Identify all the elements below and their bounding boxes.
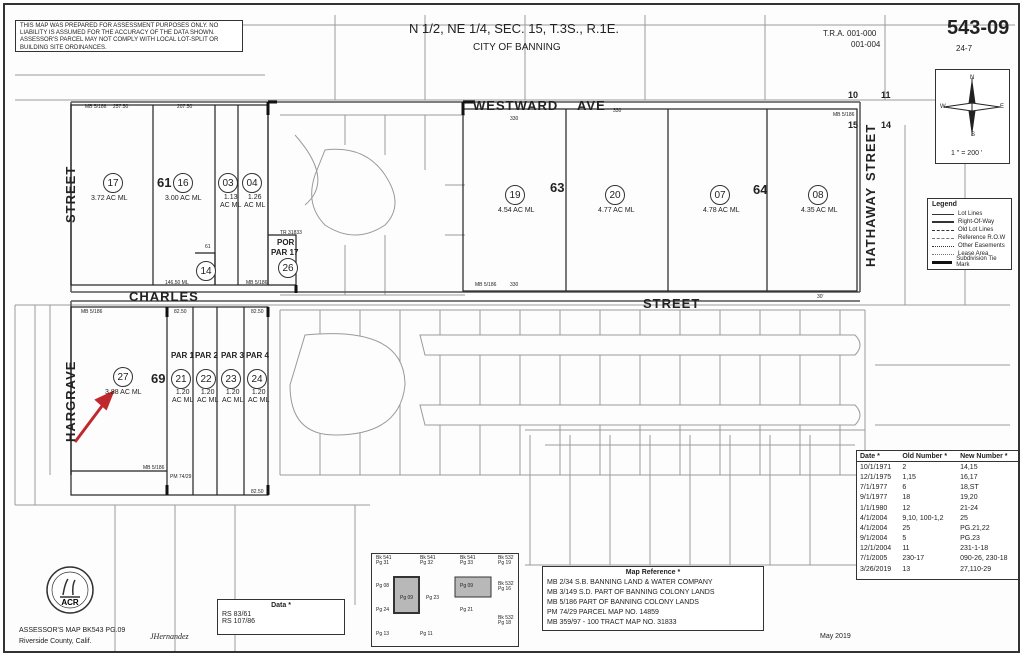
index-bk532-pg16: Bk 532 Pg 16: [498, 581, 514, 592]
dim-330-c: 330: [510, 282, 519, 288]
history-row: [857, 564, 1018, 574]
index-pg09-b: Pg 09: [460, 583, 474, 589]
ref-mb5186-f: MB 5/186: [143, 465, 165, 471]
par17-label: PAR 17: [271, 248, 299, 257]
dim-330-b: 330: [613, 108, 622, 114]
index-pg23: Pg 23: [426, 595, 440, 601]
history-cell: 16,17: [960, 473, 978, 481]
history-cell: 27,110-29: [960, 565, 992, 573]
section-corner-15: 15: [848, 120, 859, 130]
history-cell: 3/26/2019: [860, 565, 892, 573]
index-pg08: Pg 08: [376, 583, 390, 589]
dim-8250-a: 82.50: [174, 309, 187, 315]
history-cell: 4/1/2004: [860, 524, 888, 532]
data-box: [217, 599, 345, 635]
dim-207: 207.50: [177, 104, 193, 110]
legend-title: Legend: [932, 201, 957, 208]
index-bk532-pg19: Bk 532 Pg 19: [498, 555, 514, 566]
history-row: [857, 493, 1018, 503]
history-row: [857, 523, 1018, 533]
street-hathaway: HATHAWAY: [863, 186, 878, 267]
history-cell: 12/1/1975: [860, 473, 892, 481]
parcel-19-area: 4.54 AC ML: [498, 207, 535, 214]
dim-8250-b: 82.50: [251, 309, 264, 315]
data-box-title: Data *: [271, 602, 291, 609]
parcel-22-area: 1.20 AC ML: [197, 389, 219, 405]
street-charles-suffix: STREET: [643, 296, 701, 311]
seal-text: ACR: [61, 598, 79, 607]
parcel-07-area: 4.78 AC ML: [703, 207, 740, 214]
history-row: [857, 534, 1018, 544]
dim-61: 61: [205, 244, 211, 250]
history-cell: 1,15: [902, 473, 916, 481]
history-cell: PG.21,22: [960, 524, 990, 532]
par1-label: PAR 1: [171, 351, 194, 360]
parcel-26[interactable]: 26: [278, 258, 298, 278]
legend-other-easements: Other Easements: [932, 242, 1007, 250]
history-col-new: New Number *: [957, 451, 1018, 462]
parcel-07[interactable]: 07: [710, 185, 730, 205]
compass-n: N: [970, 75, 975, 81]
history-cell: 18,ST: [960, 484, 979, 492]
sub-reference: 24-7: [956, 44, 973, 53]
history-row: [857, 554, 1018, 564]
parcel-16[interactable]: 16: [173, 173, 193, 193]
history-row: [857, 462, 1018, 473]
tra-secondary: 001-004: [851, 40, 881, 49]
parcel-20-area: 4.77 AC ML: [598, 207, 635, 214]
north-arrow-box: [935, 69, 1010, 164]
legend-old-lot-lines: Old Lot Lines: [932, 226, 1007, 234]
history-cell: 9,10, 100-1,2: [902, 514, 944, 522]
dim-330-a: 330: [510, 116, 519, 122]
data-row-2: RS 107/86: [222, 618, 256, 625]
compass-w: W: [940, 104, 946, 110]
history-cell: 10/1/1971: [860, 463, 892, 471]
ref-mb5186-a: MB 5/186: [85, 104, 107, 110]
history-cell: 230-17: [902, 555, 925, 563]
parcel-03[interactable]: 03: [218, 173, 238, 193]
section-corner-11: 11: [881, 90, 891, 100]
parcel-03-area: 1.13 AC ML: [220, 194, 242, 210]
block-69: 69: [151, 371, 166, 386]
parcel-17[interactable]: 17: [103, 173, 123, 193]
history-cell: 13: [902, 565, 911, 573]
map-scale: 1 " = 200 ': [951, 150, 983, 157]
footer-county: Riverside County, Calif.: [19, 638, 92, 645]
city-name: CITY OF BANNING: [473, 42, 561, 53]
parcel-16-area: 3.00 AC ML: [165, 195, 202, 202]
history-row: [857, 544, 1018, 554]
legend-reference-row: Reference R.O.W: [932, 234, 1007, 242]
parcel-14[interactable]: 14: [196, 261, 216, 281]
history-row: [857, 472, 1018, 482]
history-cell: 12/1/2004: [860, 545, 892, 553]
map-reference-row: MB 3/149 S.D. PART OF BANNING COLONY LANDS: [547, 589, 715, 596]
footer-date: May 2019: [820, 633, 851, 640]
section-corner-14: 14: [881, 120, 892, 130]
index-pg21: Pg 21: [460, 607, 474, 613]
por-label: POR: [277, 238, 295, 247]
section-title: N 1/2, NE 1/4, SEC. 15, T.3S., R.1E.: [409, 21, 620, 36]
history-cell: 25: [902, 524, 911, 532]
ref-pm7429: PM 74/29: [170, 474, 192, 480]
page-index-grid: [371, 553, 519, 647]
legend-lease-area: Lease Area: [932, 250, 1007, 258]
history-cell: PG.23: [960, 535, 980, 543]
data-row-1: RS 83/61: [222, 611, 252, 618]
parcel-04-area: 1.26 AC ML: [244, 194, 266, 210]
street-left-label: STREET: [63, 165, 78, 223]
history-cell: 12: [902, 504, 911, 512]
street-hargrave: HARGRAVE: [63, 360, 78, 442]
parcel-21[interactable]: 21: [171, 369, 191, 389]
par2-label: PAR 2: [195, 351, 218, 360]
history-row: [857, 483, 1018, 493]
dim-257: 257.50: [113, 104, 129, 110]
parcel-24[interactable]: 24: [247, 369, 267, 389]
street-hathaway-suffix: STREET: [863, 123, 878, 181]
parcel-08[interactable]: 08: [808, 185, 828, 205]
index-bk541-pg33: Bk 541 Pg 33: [460, 555, 476, 566]
map-reference-row: MB 359/97 - 100 TRACT MAP NO. 31833: [547, 619, 677, 626]
index-pg11: Pg 11: [420, 631, 433, 637]
map-reference-title: Map Reference *: [625, 569, 681, 576]
history-cell: 7/1/1977: [860, 484, 888, 492]
parcel-19[interactable]: 19: [505, 185, 525, 205]
history-cell: 5: [902, 535, 907, 543]
block-63: 63: [550, 180, 565, 195]
block-64: 64: [753, 182, 768, 197]
parcel-23-area: 1.20 AC ML: [222, 389, 244, 405]
index-bk541-pg32: Bk 541 Pg 32: [420, 555, 436, 566]
parcel-27-area: 3.88 AC ML: [105, 389, 142, 396]
tra-label: T.R.A. 001-000: [823, 29, 877, 38]
dim-8250-c: 82.50: [251, 489, 264, 495]
parcel-17-area: 3.72 AC ML: [91, 195, 128, 202]
map-reference-box: [542, 566, 764, 631]
disclaimer-box: [15, 20, 243, 52]
book-page-number: 543-09: [947, 17, 1010, 39]
map-reference-row: PM 74/29 PARCEL MAP NO. 14859: [547, 609, 659, 616]
legend-lot-lines: Lot Lines: [932, 210, 1007, 218]
compass-e: E: [1000, 104, 1005, 110]
par3-label: PAR 3: [221, 351, 244, 360]
index-pg09-current: Pg 09: [400, 595, 414, 601]
ref-tr31833: TR 31833: [280, 230, 302, 236]
street-charles: CHARLES: [129, 289, 199, 304]
ref-mb5186-e: MB 5/186: [81, 309, 103, 315]
legend-subdivision-tie: Subdivision Tie Mark: [932, 258, 1007, 266]
parcel-27[interactable]: 27: [113, 367, 133, 387]
disclaimer-text: THIS MAP WAS PREPARED FOR ASSESSMENT PURPOSES ONLY. NO LIABILITY IS ASSUMED FOR THE ACCURACY OF THE DATA SHOWN. ASSESSOR'S PARCEL MAY NOT COMPLY WITH LOCAL LOT-SPLIT OR BUILDING SITE ORDINANCES.: [20, 23, 219, 51]
parcel-history-table: [856, 450, 1019, 580]
assessor-map-sheet: [3, 3, 1020, 653]
history-cell: 6: [902, 484, 907, 492]
history-cell: 2: [902, 463, 907, 471]
legend-box: [927, 198, 1012, 270]
history-cell: 9/1/2004: [860, 535, 888, 543]
parcel-04[interactable]: 04: [242, 173, 262, 193]
footer-assessor-map: ASSESSOR'S MAP BK543 PG.09: [19, 627, 126, 634]
parcel-24-area: 1.20 AC ML: [248, 389, 270, 405]
parcel-22[interactable]: 22: [196, 369, 216, 389]
ref-mb5186-b: MB 5/186: [833, 112, 855, 118]
legend-right-of-way: Right-Of-Way: [932, 218, 1007, 226]
history-cell: 1/1/1980: [860, 504, 888, 512]
ref-mb5186-d: MB 5/186: [475, 282, 497, 288]
map-reference-row: MB 2/34 S.B. BANNING LAND & WATER COMPANY: [547, 579, 713, 586]
par4-label: PAR 4: [246, 351, 269, 360]
history-col-date: Date *: [857, 451, 899, 462]
block-61: 61: [157, 175, 172, 190]
parcel-08-area: 4.35 AC ML: [801, 207, 838, 214]
ref-mb5186-c: MB 5/186: [246, 280, 268, 286]
assessor-seal-icon: [45, 565, 95, 615]
history-cell: 25: [960, 514, 968, 522]
history-row: [857, 513, 1018, 523]
parcel-20[interactable]: 20: [605, 185, 625, 205]
history-cell: 7/1/2005: [860, 555, 888, 563]
history-col-old: Old Number *: [899, 451, 957, 462]
street-westward: WESTWARD: [473, 98, 559, 113]
history-cell: 231-1-18: [960, 545, 989, 553]
section-corner-10: 10: [848, 90, 859, 100]
parcel-21-area: 1.20 AC ML: [172, 389, 194, 405]
dim-30: 30': [817, 294, 824, 300]
index-pg13: Pg 13: [376, 631, 390, 637]
index-bk541-pg31: Bk 541 Pg 31: [376, 555, 392, 566]
history-cell: 090-26, 230-18: [960, 555, 1008, 563]
parcel-23[interactable]: 23: [221, 369, 241, 389]
history-cell: 21-24: [960, 504, 978, 512]
history-cell: 4/1/2004: [860, 514, 888, 522]
map-reference-row: MB 5/186 PART OF BANNING COLONY LANDS: [547, 599, 699, 606]
history-cell: 14,15: [960, 463, 978, 471]
history-cell: 18: [902, 494, 911, 502]
footer-drafter: JHernandez: [150, 632, 189, 641]
history-cell: 9/1/1977: [860, 494, 888, 502]
index-bk532-pg18: Bk 532 Pg 18: [498, 615, 514, 626]
history-cell: 11: [902, 545, 910, 553]
street-ave: AVE: [577, 98, 606, 113]
compass-s: S: [971, 132, 976, 138]
dim-146: 146.50 ML: [165, 280, 189, 286]
history-row: [857, 503, 1018, 513]
index-pg24: Pg 24: [376, 607, 390, 613]
history-cell: 19,20: [960, 494, 978, 502]
